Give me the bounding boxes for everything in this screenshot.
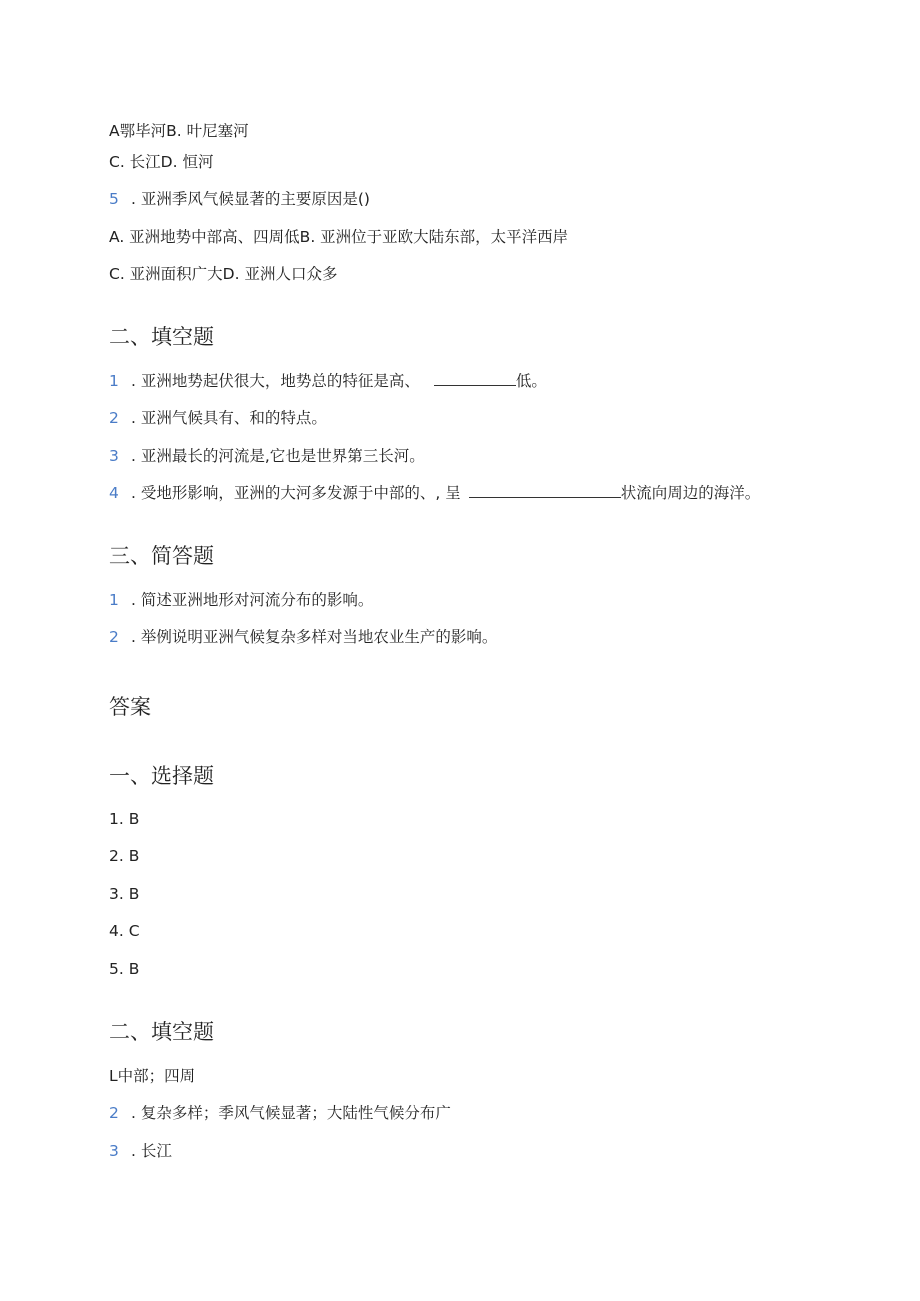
fill-answer-3 xyxy=(109,1141,172,1161)
choice-answer-5: 5. B xyxy=(109,960,140,978)
fill-question-1 xyxy=(109,371,547,391)
choice-answer-2: 2. B xyxy=(109,847,140,865)
question-text-end: 状流向周边的海洋。 xyxy=(620,484,761,502)
question-5 xyxy=(109,189,370,209)
question-text: . 亚洲季风气候显著的主要原因是() xyxy=(131,190,370,208)
choice-answer-1: 1. B xyxy=(109,810,140,828)
q4-options-line-2: C. 长江D. 恒河 xyxy=(109,153,214,171)
question-number: 2 xyxy=(109,628,119,646)
choice-answer-3: 3. B xyxy=(109,885,140,903)
answer-blank xyxy=(434,371,516,386)
question-text: . 亚洲气候具有、和的特点。 xyxy=(131,409,327,427)
fill-section-title: 二、填空题 xyxy=(109,325,214,349)
short-question-1 xyxy=(109,590,373,610)
fill-question-4 xyxy=(109,483,760,503)
answers-choice-title: 一、选择题 xyxy=(109,764,214,788)
choice-answer-4: 4. C xyxy=(109,922,140,940)
question-number: 2 xyxy=(109,409,119,427)
short-answer-section-title: 三、简答题 xyxy=(109,544,214,568)
question-text: . 举例说明亚洲气候复杂多样对当地农业生产的影响。 xyxy=(131,628,498,646)
question-number: 5 xyxy=(109,190,119,208)
q5-options-line-2: C. 亚洲面积广大D. 亚洲人口众多 xyxy=(109,265,338,283)
answer-text: . 长江 xyxy=(131,1142,172,1160)
question-text: . 亚洲最长的河流是,它也是世界第三长河。 xyxy=(131,447,425,465)
question-number: 1 xyxy=(109,372,119,390)
question-number: 4 xyxy=(109,484,119,502)
question-number: 1 xyxy=(109,591,119,609)
fill-question-2 xyxy=(109,408,327,428)
q4-options-line-1: A鄂毕河B. 叶尼塞河 xyxy=(109,122,249,140)
answer-text: . 复杂多样；季风气候显著；大陆性气候分布广 xyxy=(131,1104,451,1122)
answers-fill-title: 二、填空题 xyxy=(109,1020,214,1044)
fill-question-3 xyxy=(109,446,425,466)
fill-answer-1: L中部；四周 xyxy=(109,1067,196,1085)
answer-number: 2 xyxy=(109,1104,119,1122)
answers-title: 答案 xyxy=(109,695,151,719)
answer-number: 3 xyxy=(109,1142,119,1160)
question-number: 3 xyxy=(109,447,119,465)
question-text: . 受地形影响，亚洲的大河多发源于中部的、, 呈 xyxy=(131,484,461,502)
q5-options-line-1: A. 亚洲地势中部高、四周低B. 亚洲位于亚欧大陆东部，太平洋西岸 xyxy=(109,228,569,246)
question-text: . 亚洲地势起伏很大，地势总的特征是高、 xyxy=(131,372,420,390)
fill-answer-2 xyxy=(109,1103,451,1123)
short-question-2 xyxy=(109,627,497,647)
question-text-end: 低。 xyxy=(515,372,547,390)
question-text: . 简述亚洲地形对河流分布的影响。 xyxy=(131,591,374,609)
answer-blank xyxy=(469,483,621,498)
